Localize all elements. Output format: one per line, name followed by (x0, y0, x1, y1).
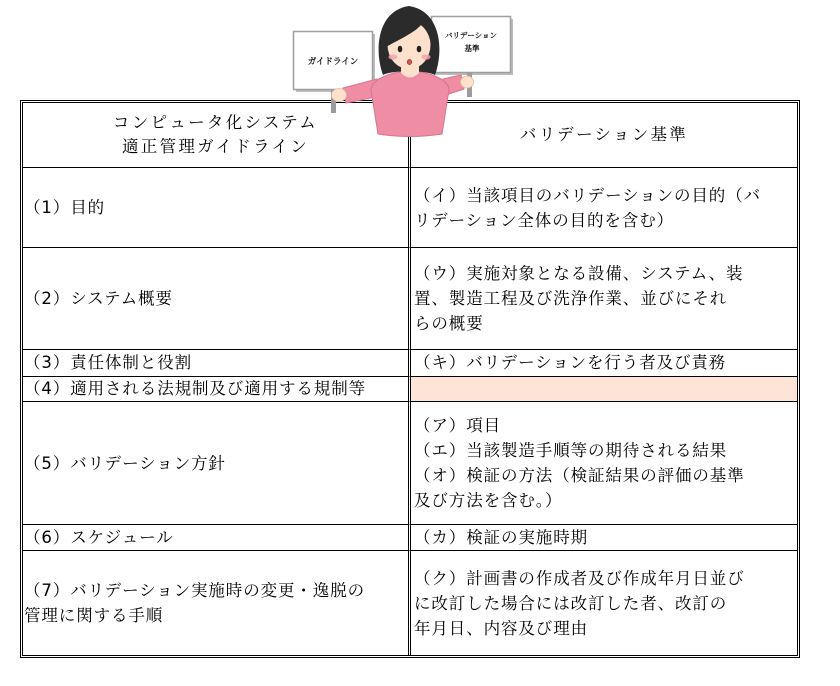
sweater (371, 72, 449, 137)
left-hand (332, 89, 347, 102)
row-3-right-line-1: （キ）バリデーションを行う者及び責務 (414, 353, 727, 372)
row-7-left-cell (23, 551, 408, 655)
row-2-right-line-2: 置、製造工程及び洗浄作業、並びにそれ (414, 289, 728, 308)
right-sign-text-line-2: 基準 (464, 44, 480, 53)
row-3-right-cell (408, 350, 797, 377)
right-eye (417, 46, 422, 53)
row-1-left-cell (23, 168, 408, 248)
right-blush (422, 54, 431, 59)
row-2-left-cell (23, 248, 408, 350)
row-7-right-line-2: に改訂した場合には改訂した者、改訂の (414, 593, 728, 613)
row-7-right-line-1: （ク）計画書の作成者及び作成年月日並び (414, 568, 745, 588)
right-sign-text-line-1: バリデーション (444, 31, 498, 40)
row-7-left-line-1: （7）バリデーション実施時の変更・逸脱の (24, 581, 366, 600)
header-guideline-line-2: 適正管理ガイドライン (121, 137, 309, 156)
row-4-left-line-1: （4）適用される法規制及び適用する規制等 (24, 379, 366, 398)
row-2-right-cell (408, 248, 797, 350)
row-6-right-line-1: （カ）検証の実施時期 (414, 527, 588, 547)
row-5-left-line-1: （5）バリデーション方針 (24, 453, 226, 473)
row-2-right-line-1: （ウ）実施対象となる設備、システム、装 (414, 264, 744, 283)
row-3-left-line-1: （3）責任体制と役割 (24, 353, 192, 372)
row-5-right-line-3: （オ）検証の方法（検証結果の評価の基準 (414, 466, 745, 485)
comparison-table (20, 100, 800, 658)
mouth (407, 59, 411, 64)
row-5-right-line-4: 及び方法を含む。） (414, 491, 563, 510)
row-1-right-line-1: （イ）当該項目のバリデーションの目的（バ (414, 185, 762, 205)
row-2-left-line-1: （2）システム概要 (24, 289, 173, 308)
right-hand (461, 76, 474, 88)
header-illustration (0, 0, 840, 140)
header-validation-standard-text: バリデーション基準 (519, 125, 689, 144)
row-7-right-line-3: 年月日、内容及び理由 (414, 618, 588, 638)
row-2-right-line-3: らの概要 (414, 314, 484, 333)
row-6-left-line-1: （6）スケジュール (24, 527, 174, 547)
row-5-right-cell (408, 402, 797, 525)
left-sign-text: ガイドライン (307, 57, 359, 67)
row-5-right-line-1: （ア）項目 (414, 416, 501, 435)
row-4-left-cell (23, 377, 408, 402)
row-1-left-line-1: （1）目的 (24, 198, 105, 217)
row-1-right-cell (408, 168, 797, 248)
row-7-left-line-2: 管理に関する手順 (24, 606, 164, 625)
left-blush (389, 54, 398, 59)
row-3-left-cell (23, 350, 408, 377)
row-5-right-line-2: （エ）当該製造手順等の期待される結果 (414, 441, 728, 460)
right-sign (432, 17, 514, 76)
row-7-right-cell (408, 551, 797, 655)
row-4-right-cell (408, 377, 797, 402)
row-5-left-cell (23, 402, 408, 525)
row-6-right-cell (408, 525, 797, 551)
left-eye (398, 46, 403, 53)
row-6-left-cell (23, 525, 408, 551)
row-1-right-line-2: リデーション全体の目的を含む） (414, 210, 675, 230)
header-guideline-line-1: コンピュータ化システム (112, 113, 319, 132)
